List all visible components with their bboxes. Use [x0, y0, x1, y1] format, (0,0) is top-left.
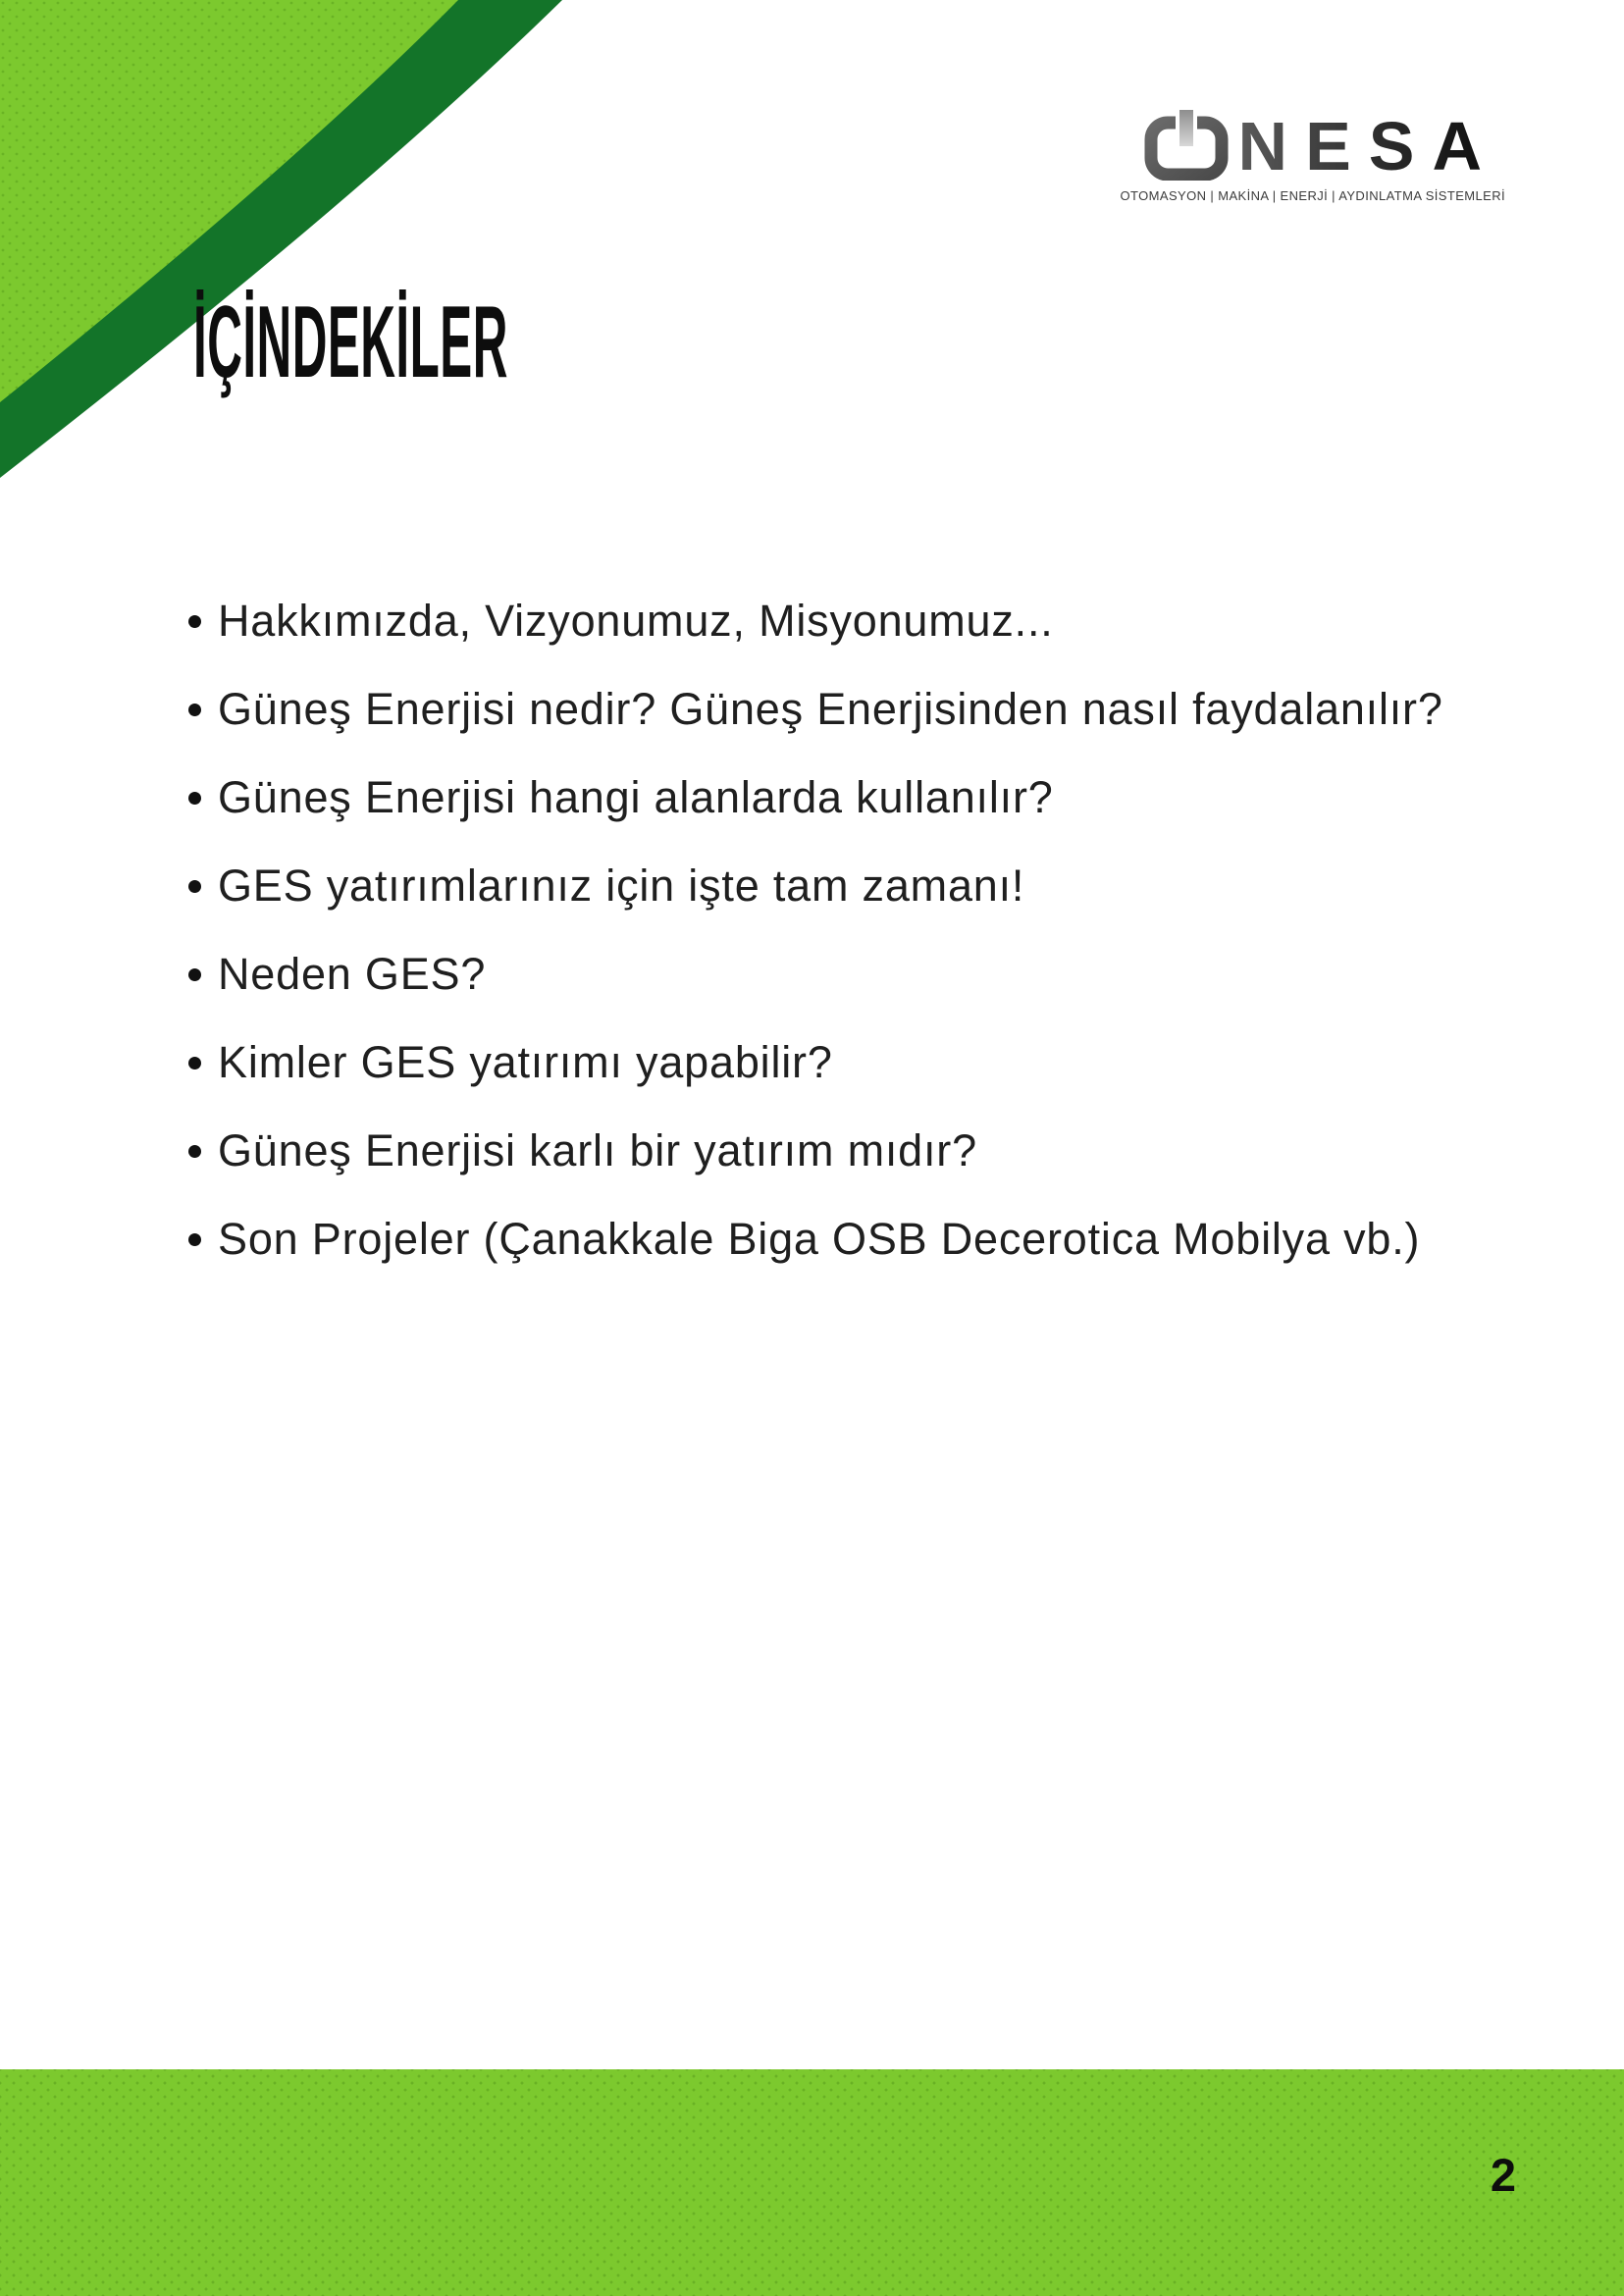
- toc-item: [188, 1122, 1443, 1179]
- bullet-icon: [188, 615, 201, 628]
- bullet-icon: [188, 1057, 201, 1070]
- logo-wordmark: [1144, 108, 1500, 184]
- toc-item: [188, 1211, 1443, 1268]
- toc-item-label: Neden GES?: [218, 949, 487, 999]
- toc-item-label: Güneş Enerjisi nedir? Güneş Enerjisinden nasıl faydalanılır?: [218, 684, 1443, 734]
- toc-item-label: Hakkımızda, Vizyonumuz, Misyonumuz...: [218, 596, 1054, 646]
- toc-item-label: Son Projeler (Çanakkale Biga OSB Decerotica Mobilya vb.): [218, 1214, 1421, 1264]
- toc-item: [188, 858, 1443, 914]
- bullet-icon: [188, 880, 201, 893]
- toc-item: [188, 681, 1443, 738]
- toc-item: [188, 1034, 1443, 1091]
- page-title: İÇİNDEKİLER: [193, 286, 508, 399]
- toc-item: [188, 946, 1443, 1003]
- footer-bar: [0, 2069, 1624, 2296]
- bullet-icon: [188, 792, 201, 805]
- brand-name: NESA: [1237, 108, 1500, 184]
- bullet-icon: [188, 968, 201, 981]
- logo: [1121, 110, 1505, 203]
- toc-item-label: Güneş Enerjisi hangi alanlarda kullanılır?: [218, 772, 1054, 822]
- page-number: 2: [1490, 2149, 1516, 2201]
- corner-decoration: [0, 0, 589, 491]
- logo-tagline: OTOMASYON | MAKİNA | ENERJİ | AYDINLATMA SİSTEMLERİ: [1120, 188, 1505, 203]
- toc-item: [188, 769, 1443, 826]
- toc-item-label: Kimler GES yatırımı yapabilir?: [218, 1037, 833, 1087]
- toc-item: [188, 593, 1443, 650]
- bullet-icon: [188, 1233, 201, 1246]
- toc-item-label: Güneş Enerjisi karlı bir yatırım mıdır?: [218, 1125, 977, 1175]
- power-icon: [1144, 110, 1229, 181]
- bullet-icon: [188, 704, 201, 716]
- toc-list: [188, 593, 1443, 1299]
- bullet-icon: [188, 1145, 201, 1158]
- toc-item-label: GES yatırımlarınız için işte tam zamanı!: [218, 861, 1025, 911]
